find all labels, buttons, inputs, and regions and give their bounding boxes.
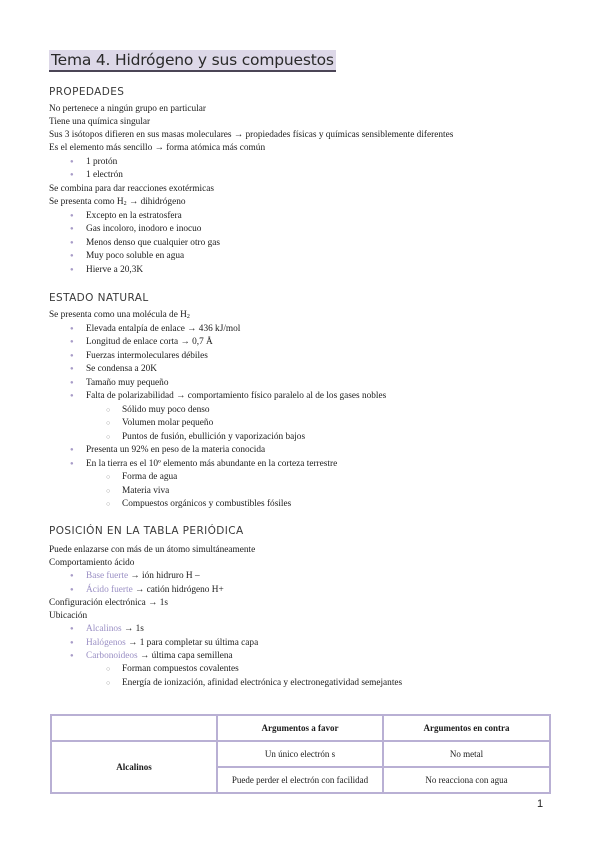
bullet-item: ● Presenta un 92% en peso de la materia conocida bbox=[86, 444, 265, 456]
text-line: Tiene una química singular bbox=[49, 117, 151, 127]
bullet-item: ● En la tierra es el 10º elemento más abundante en la corteza terrestre bbox=[86, 458, 337, 470]
accent-term: Alcalinos bbox=[86, 624, 122, 634]
bullet-item bbox=[86, 637, 258, 649]
bullet-item: ● Excepto en la estratosfera bbox=[86, 210, 182, 222]
text-line: No pertenece a ningún grupo en particular bbox=[49, 104, 206, 114]
page-title: Tema 4. Hidrógeno y sus compuestos bbox=[49, 50, 336, 72]
bullet-item: ● Gas incoloro, inodoro e inocuo bbox=[86, 223, 201, 235]
text-line bbox=[49, 196, 186, 210]
sub-bullet-item: ○ Forma de agua bbox=[122, 471, 177, 483]
text-line: Comportamiento ácido bbox=[49, 558, 135, 568]
bullet-rest: → ión hidruro H – bbox=[128, 571, 200, 581]
bullet-item: ● Muy poco soluble en agua bbox=[86, 250, 184, 262]
arguments-table bbox=[50, 714, 551, 794]
text-molecule-prefix: Se presenta como una molécula de H bbox=[49, 310, 187, 320]
subscript-2: 2 bbox=[123, 201, 127, 207]
bullet-rest: → catión hidrógeno H+ bbox=[132, 585, 224, 595]
section-heading-estado-natural: ESTADO NATURAL bbox=[49, 292, 149, 304]
page-number: 1 bbox=[537, 798, 544, 810]
text-line: Puede enlazarse con más de un átomo simultáneamente bbox=[49, 545, 256, 555]
bullet-item: ● Elevada entalpía de enlace → 436 kJ/mol bbox=[86, 323, 240, 335]
bullet-item bbox=[86, 570, 200, 582]
bullet-item: ● 1 protón bbox=[86, 156, 117, 168]
sub-bullet-item: ○ Volumen molar pequeño bbox=[122, 417, 213, 429]
bullet-item bbox=[86, 650, 233, 662]
bullet-item: ● Menos denso que cualquier otro gas bbox=[86, 237, 220, 249]
bullet-item: ● Tamaño muy pequeño bbox=[86, 377, 168, 389]
bullet-item bbox=[86, 584, 224, 596]
sub-bullet-item: ○ Puntos de fusión, ebullición y vaporización bajos bbox=[122, 431, 305, 443]
sub-bullet-item: ○ Compuestos orgánicos y combustibles fósiles bbox=[122, 498, 291, 510]
text-line bbox=[49, 309, 190, 323]
bullet-item: ● Fuerzas intermoleculares débiles bbox=[86, 350, 208, 362]
section-heading-posicion: POSICIÓN EN LA TABLA PERIÓDICA bbox=[49, 525, 244, 537]
bullet-item: ● Longitud de enlace corta → 0,7 Å bbox=[86, 336, 213, 348]
sub-bullet-item: ○ Energía de ionización, afinidad electrónica y electronegatividad semejantes bbox=[122, 677, 402, 689]
text-line: Ubicación bbox=[49, 611, 88, 621]
bullet-item: ● Falta de polarizabilidad → comportamiento físico paralelo al de los gases nobles bbox=[86, 390, 386, 402]
table-cell: No metal bbox=[383, 741, 550, 767]
sub-bullet-item: ○ Materia viva bbox=[122, 485, 169, 497]
bullet-item: ● 1 electrón bbox=[86, 169, 123, 181]
text-line: Configuración electrónica → 1s bbox=[49, 598, 169, 608]
accent-term: Halógenos bbox=[86, 638, 126, 648]
sub-bullet-item: ○ Sólido muy poco denso bbox=[122, 404, 210, 416]
table-header-contra: Argumentos en contra bbox=[383, 715, 550, 741]
table-row bbox=[51, 741, 550, 767]
table-header-empty bbox=[51, 715, 217, 741]
accent-term: Base fuerte bbox=[86, 571, 129, 581]
accent-term: Carbonoideos bbox=[86, 651, 138, 661]
bullet-item bbox=[86, 623, 144, 635]
text-line: Se combina para dar reacciones exotérmicas bbox=[49, 184, 214, 194]
table-cell: Un único electrón s bbox=[217, 741, 383, 767]
sub-bullet-item: ○ Forman compuestos covalentes bbox=[122, 663, 239, 675]
table-header-row bbox=[51, 715, 550, 741]
bullet-item: ● Hierve a 20,3K bbox=[86, 264, 143, 276]
table-header-favor: Argumentos a favor bbox=[217, 715, 383, 741]
accent-term: Ácido fuerte bbox=[86, 585, 133, 595]
text-h2-prefix: Se presenta como H bbox=[49, 197, 124, 207]
table-cell: Puede perder el electrón con facilidad bbox=[217, 767, 383, 793]
bullet-rest: → última capa semillena bbox=[137, 651, 233, 661]
text-line: Es el elemento más sencillo → forma atómica más común bbox=[49, 143, 266, 153]
text-line: Sus 3 isótopos difieren en sus masas moleculares → propiedades físicas y químicas sensiblemente diferentes bbox=[49, 130, 454, 140]
section-heading-propiedades: PROPEDADES bbox=[49, 86, 125, 98]
bullet-rest: → 1 para completar su última capa bbox=[125, 638, 259, 648]
subscript-2: 2 bbox=[186, 314, 190, 320]
table-row-head: Alcalinos bbox=[51, 741, 217, 793]
table-cell: No reacciona con agua bbox=[383, 767, 550, 793]
bullet-item: ● Se condensa a 20K bbox=[86, 363, 157, 375]
text-h2-suffix: → dihidrógeno bbox=[126, 197, 186, 207]
bullet-rest: → 1s bbox=[121, 624, 144, 634]
